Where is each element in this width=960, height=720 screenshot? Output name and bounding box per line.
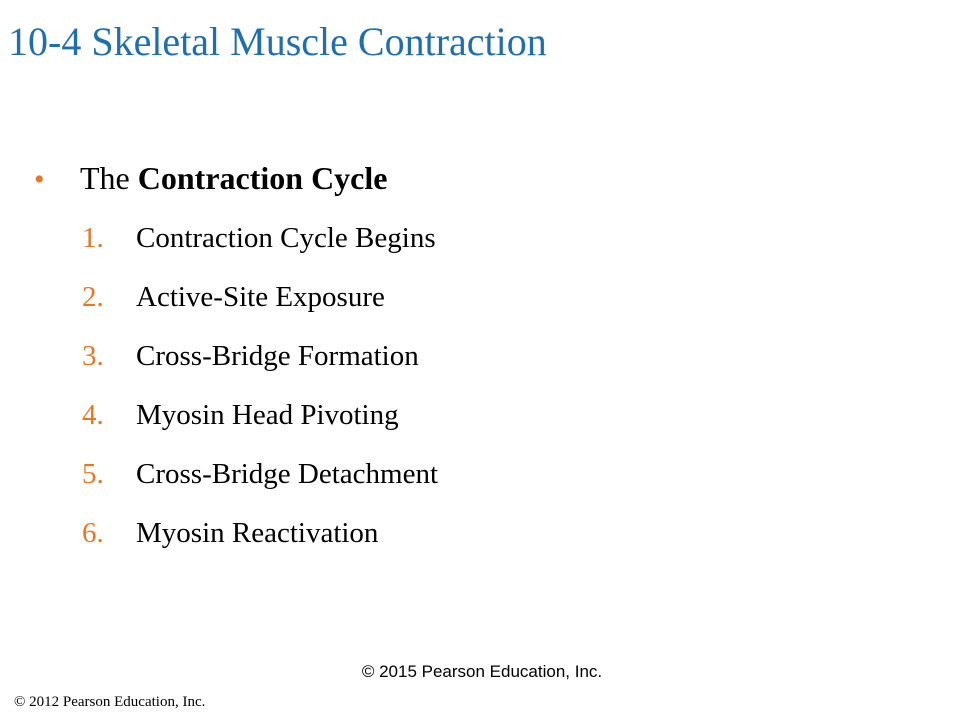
step-number: 4. [82, 399, 104, 431]
step-number: 5. [82, 458, 104, 490]
contraction-steps-list [82, 222, 438, 576]
step-number: 6. [82, 517, 104, 549]
step-text: Myosin Head Pivoting [136, 399, 399, 431]
step-text: Cross-Bridge Detachment [136, 458, 439, 490]
list-item [82, 458, 438, 517]
list-item [82, 517, 438, 576]
copyright-2012: © 2012 Pearson Education, Inc. [14, 694, 206, 710]
step-text: Cross-Bridge Formation [136, 340, 419, 372]
step-number: 3. [82, 340, 104, 372]
bullet-contraction-cycle [34, 160, 387, 197]
bullet-prefix: The [80, 160, 138, 196]
copyright-2015: © 2015 Pearson Education, Inc. [361, 662, 603, 681]
list-item [82, 399, 438, 458]
step-number: 2. [82, 281, 104, 313]
bullet-marker: • [34, 163, 45, 196]
bullet-emphasis: Contraction Cycle [137, 160, 388, 196]
step-text: Myosin Reactivation [136, 517, 379, 549]
list-item [82, 281, 438, 340]
list-item [82, 340, 438, 399]
list-item [82, 222, 438, 281]
slide-title: 10-4 Skeletal Muscle Contraction [8, 19, 547, 64]
step-text: Contraction Cycle Begins [136, 222, 436, 254]
step-text: Active-Site Exposure [136, 281, 385, 313]
step-number: 1. [82, 222, 104, 254]
